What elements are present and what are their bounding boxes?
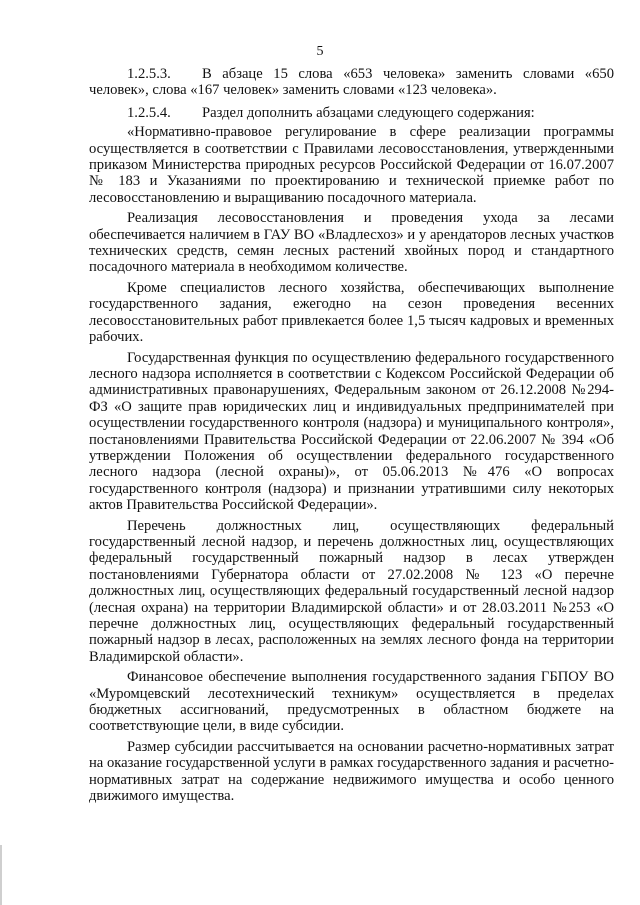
paragraph-reforestation: Реализация лесовосстановления и проведения ухода за лесами обеспечивается наличием в ГАУ ВО «Владлесхоз» и у арендаторов лесных участков технических средств, семян лесных растений хвойных пород и стандартного посадочного материала в необходимом количестве.	[89, 210, 614, 276]
paragraph-forest-supervision: Государственная функция по осуществлению федерального государственного лесного надзора исполняется в соответствии с Кодексом Российской Федерации об административных правонарушениях, Федеральным законом от 26.12.2008 №294-ФЗ «О защите прав юридических лиц и индивидуальных предпринимателей при осуществлении государственного контроля (надзора) и муниципального контроля», постановлениями Правительства Российской Федерации от 22.06.2007 № 394 «Об утверждении Положения об осуществлении федерального государственного лесного надзора (лесной охраны)», от 05.06.2013 №476 «О вопросах государственного контроля (надзора) и признании утратившими силу некоторых актов Правительства Российской Федерации».	[89, 349, 614, 514]
paragraph-subsidy: Размер субсидии рассчитывается на основании расчетно-нормативных затрат на оказание государственной услуги в рамках государственного задания и расчетно-нормативных затрат на содержание недвижимого имущества и особо ценного движимого имущества.	[89, 738, 614, 805]
item-1-2-5-4	[89, 105, 614, 121]
document-body	[89, 66, 614, 804]
paragraph-workers: Кроме специалистов лесного хозяйства, обеспечивающих выполнение государственного задания, ежегодно на сезон проведения весенних лесовосстановительных работ привлекается более 1,5 тысяч кадровых и временных рабочих.	[89, 279, 614, 346]
scan-edge-mark	[0, 845, 2, 905]
page-number: 5	[316, 44, 324, 59]
paragraph-financing: Финансовое обеспечение выполнения государственного задания ГБПОУ ВО «Муромцевский лесотехнический техникум» осуществляется в пределах бюджетных ассигнований, предусмотренных в областном бюджете на соответствующие цели, в виде субсидии.	[89, 669, 614, 735]
item-1-2-5-3	[89, 66, 614, 99]
item-text: Раздел дополнить абзацами следующего содержания:	[202, 104, 535, 121]
item-text: В абзаце 15 слова «653 человека» заменить словами «650 человек», слова «167 человек» заменить словами «123 человека».	[89, 66, 614, 99]
item-number: 1.2.5.3.	[127, 66, 171, 82]
paragraph-regulation: «Нормативно-правовое регулирование в сфере реализации программы осуществляется в соответствии с Правилами лесовосстановления, утвержденными приказом Министерства природных ресурсов Российской Федерации от 16.07.2007 № 183 и Указаниями по проектированию и технической приемке работ по лесовосстановлению и выращиванию посадочного материала.	[89, 124, 614, 206]
item-number: 1.2.5.4.	[127, 104, 171, 121]
paragraph-officials-list: Перечень должностных лиц, осуществляющих федеральный государственный лесной надзор, и перечень должностных лиц, осуществляющих федеральный государственный пожарный надзор в лесах утвержден постановлениями Губернатора области от 27.02.2008 № 123 «О перечне должностных лиц, осуществляющих федеральный государственный лесной надзор (лесная охрана) на территории Владимирской области» и от 28.03.2011 №253 «О перечне должностных лиц, осуществляющих федеральный государственный пожарный надзор в лесах, расположенных на землях лесного фонда на территории Владимирской области».	[89, 517, 614, 665]
